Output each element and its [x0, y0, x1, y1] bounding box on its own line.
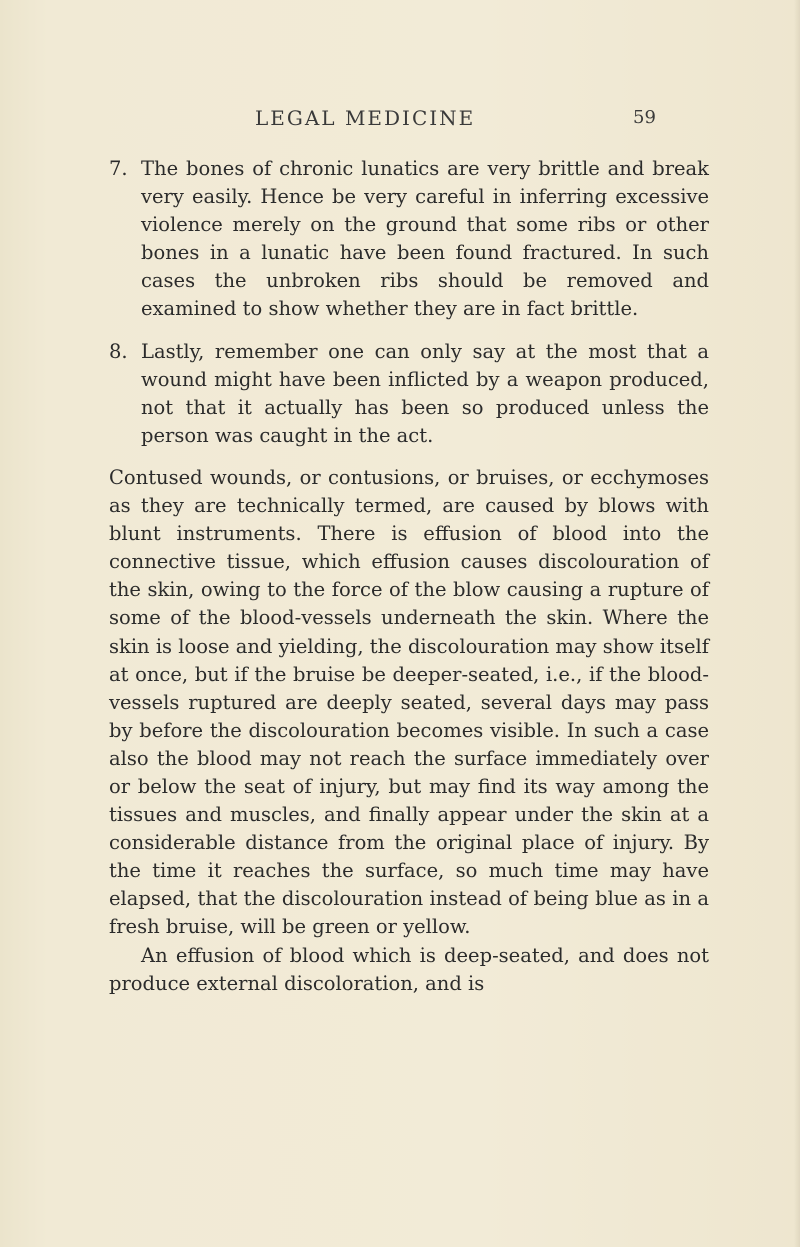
item-text: Lastly, remember one can only say at the most that a wound might have been inflicted by a weapon produced, not that it actually has been so produced unless the person was caught in the act. [141, 339, 709, 447]
page-number: 59 [633, 107, 656, 128]
page-header [0, 106, 800, 136]
paragraph-effusion: An effusion of blood which is deep-seated, and does not produce external discoloration, and is [109, 943, 709, 995]
item-text: The bones of chronic lunatics are very brittle and break very easily. Hence be very careful in inferring excessive violence merely on the ground that some ribs or other bones in a lunatic have been found fractured. In such cases the unbroken ribs should be removed and examined to show whether they are in fact brittle. [141, 157, 709, 321]
item-number: 8. [109, 339, 128, 363]
page-edge-shadow [794, 0, 800, 1247]
item-number: 7. [109, 157, 128, 180]
numbered-item-8 [109, 338, 709, 450]
paragraph-contused-wounds: Contused wounds, or contusions, or bruises, or ecchymoses as they are technically termed, are caused by blows with blunt instruments. There is effusion of blood into the connective tissue, which effusion causes discolouration of the skin, owing to the force of the blow causing a rupture of some of the blood-vessels underneath the skin. Where the skin is loose and yielding, the discolouration may show itself at once, but if the bruise be deeper-seated, i.e., if the blood-vessels ruptured are deeply seated, several days may pass by before the discolouration becomes visible. In such a case also the blood may not reach the surface immediately over or below the seat of injury, but may find its way among the tissues and muscles, and finally appear under the skin at a considerable distance from the original place of injury. By the time it reaches the surface, so much time may have elapsed, that the discolouration instead of being blue as in a fresh bruise, will be green or yellow. [109, 465, 709, 939]
running-title: LEGAL MEDICINE [255, 106, 476, 130]
numbered-item-7 [109, 155, 709, 324]
body-text [109, 155, 709, 998]
